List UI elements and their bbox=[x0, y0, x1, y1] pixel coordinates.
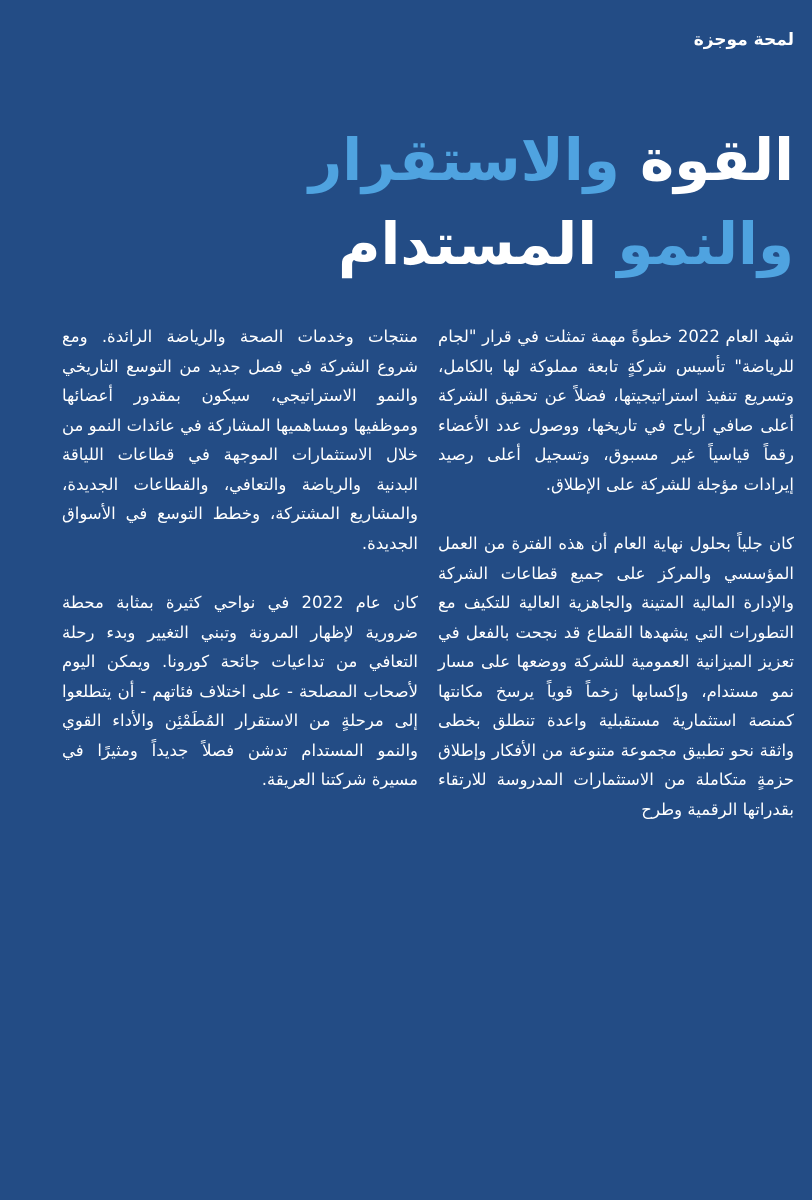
headline-word-growth: والنمو bbox=[617, 210, 794, 278]
section-label: لمحة موجزة bbox=[693, 30, 794, 50]
paragraph: كان جلياً بحلول نهاية العام أن هذه الفترة من العمل المؤسسي والمركز على جميع قطاعات الشركة والإدارة المالية المتينة والجاهزية العالية للتكيف مع التطورات التي يشهدها القطاع قد نجحت بالفعل في تعزيز الميزانية العمومية للشركة ووضعها على مسار نمو مستدام، وإكسابها زخماً قوياً يرسخ مكانتها كمنصة استثمارية مستقبلية واعدة تنطلق بخطى واثقة نحو تطبيق مجموعة متنوعة من الأفكار وإطلاق حزمةٍ متكاملة من الاستثمارات المدروسة للارتقاء بقدراتها الرقمية وطرح bbox=[438, 534, 794, 819]
text-column-left bbox=[62, 322, 418, 825]
headline-word-sustainable: المستدام bbox=[338, 210, 598, 278]
headline bbox=[18, 118, 794, 286]
headline-word-stability: والاستقرار bbox=[308, 126, 620, 194]
paragraph: شهد العام 2022 خطوةً مهمة تمثلت في قرار "لجام للرياضة" تأسيس شركةٍ تابعة مملوكة لها بالكامل، وتسريع تنفيذ استراتيجيتها، فضلاً عن تحقيق الشركة أعلى صافي أرباح في تاريخها، ووصول عدد الأعضاء رقماً قياسياً غير مسبوق، وتسجيل أعلى رصيد إيرادات مؤجلة للشركة على الإطلاق. bbox=[438, 327, 795, 494]
headline-line-1 bbox=[18, 118, 794, 202]
paragraph: منتجات وخدمات الصحة والرياضة الرائدة. ومع شروع الشركة في فصل جديد من التوسع التاريخي والنمو الاستراتيجي، سيكون بمقدور أعضائها وموظفيها ومساهميها المشاركة في عائدات النمو من خلال الاستثمارات الموجهة في قطاعات اللياقة البدنية والرياضة والتعافي، والقطاعات الجديدة، والمشاريع المشتركة، وخطط التوسع في الأسواق الجديدة. bbox=[62, 327, 418, 553]
paragraph: كان عام 2022 في نواحي كثيرة بمثابة محطة ضرورية لإظهار المرونة وتبني التغيير وبدء رحلة التعافي من تداعيات جائحة كورونا. ويمكن اليوم لأصحاب المصلحة - على اختلاف فئاتهم - أن يتطلعوا إلى مرحلةٍ من الاستقرار المُطَمْئِن والأداء القوي والنمو المستدام تدشن فصلاً جديداً ومثيرًا في مسيرة شركتنا العريقة. bbox=[62, 593, 418, 789]
headline-word-strength: القوة bbox=[639, 126, 794, 194]
headline-line-2 bbox=[18, 202, 794, 286]
text-column-right bbox=[438, 322, 794, 854]
